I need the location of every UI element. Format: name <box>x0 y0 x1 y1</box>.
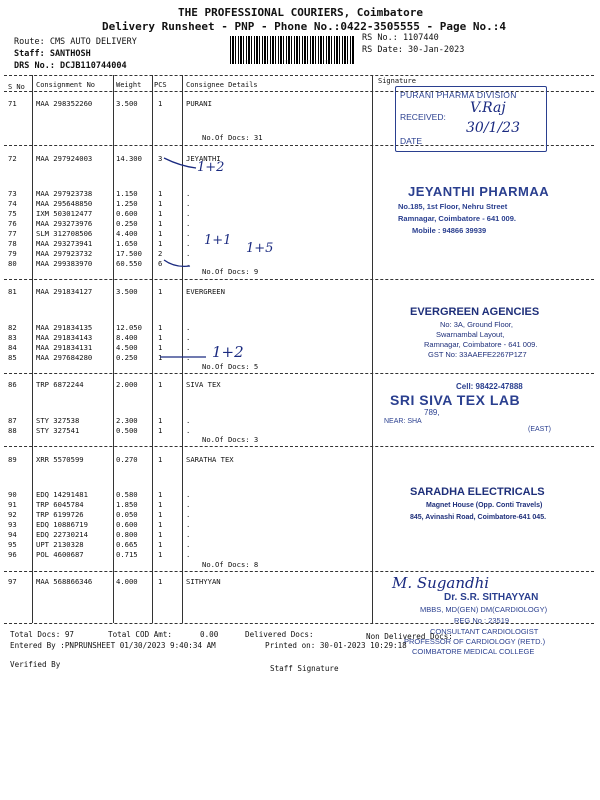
entered-by: Entered By :PNPRUNSHEET 01/30/2023 9:40:34 AM <box>10 641 216 650</box>
rs-date: RS Date: 30-Jan-2023 <box>362 45 465 55</box>
staff-label: Staff: SANTHOSH <box>14 49 91 59</box>
stamp-name: SARADHA ELECTRICALS <box>410 486 545 498</box>
header-rule-top <box>4 75 594 76</box>
group-divider <box>4 571 594 572</box>
docs-count: No.Of Docs: 31 <box>202 133 263 142</box>
total-cod-value: 0.00 <box>200 630 219 639</box>
non-delivered-docs: Non Delivered Docs: <box>366 632 453 641</box>
stamp-line: 845, Avinashi Road, Coimbatore-641 045. <box>410 514 547 521</box>
docs-count: No.Of Docs: 8 <box>202 560 259 569</box>
handwritten-strokes <box>150 350 210 364</box>
group-divider <box>4 446 594 447</box>
barcode <box>230 36 354 64</box>
handwritten-note: 1+2 <box>197 160 225 175</box>
handwritten-note: 1+2 <box>212 343 244 361</box>
staff-signature: Staff Signature <box>270 664 339 673</box>
col-weight: Weight <box>116 81 142 89</box>
col-pcs: PCS <box>154 81 167 89</box>
signature: M. Sugandhi <box>392 574 490 592</box>
stamp-name: Dr. S.R. SITHAYYAN <box>444 592 539 603</box>
stamp-date: DATE <box>400 136 423 146</box>
stamp-line: Magnet House (Opp. Conti Travels) <box>426 502 543 509</box>
stamp-line: No: 3A, Ground Floor, <box>440 320 513 329</box>
stamp-line: Ramnagar, Coimbatore - 641 009. <box>424 340 538 349</box>
stamp-received: RECEIVED: <box>400 112 446 122</box>
delivered-docs: Delivered Docs: <box>245 630 314 639</box>
stamp-name: EVERGREEN AGENCIES <box>410 306 540 318</box>
col-consignee: Consignee Details <box>186 81 258 89</box>
col-divider <box>113 75 114 623</box>
stamp-line: No.185, 1st Floor, Nehru Street <box>398 202 508 211</box>
handwritten-strokes <box>150 148 270 278</box>
col-divider <box>372 75 373 623</box>
stamp-line: NEAR: SHA <box>384 418 422 425</box>
stamp-line: Mobile : 94866 39939 <box>412 226 487 235</box>
stamp-line: CONSULTANT CARDIOLOGIST <box>430 627 539 636</box>
docs-count: No.Of Docs: 5 <box>202 362 259 371</box>
group-divider <box>4 373 594 374</box>
stamp-line: Cell: 98422-47888 <box>456 382 523 391</box>
stamp-line: Swarnambal Layout, <box>436 330 505 339</box>
stamp-line: REG No : 23519 <box>454 616 510 625</box>
total-cod-label: Total COD Amt: <box>108 630 173 639</box>
group-divider <box>4 279 594 280</box>
company-title: THE PROFESSIONAL COURIERS, Coimbatore <box>178 6 424 19</box>
stamp-line: Ramnagar, Coimbatore - 641 009. <box>398 214 516 223</box>
stamp-name: JEYANTHI PHARMAA <box>408 184 550 199</box>
stamp-line: 789, <box>424 408 440 417</box>
col-signature: Signature <box>378 77 416 85</box>
runsheet-subtitle: Delivery Runsheet - PNP - Phone No.:0422-3505555 - Page No.:4 <box>102 20 506 33</box>
printed-on: Printed on: 30-01-2023 10:29:18 <box>265 641 407 650</box>
total-docs: Total Docs: 97 <box>10 630 75 639</box>
handwritten-note: 1+1 <box>204 233 232 248</box>
docs-count: No.Of Docs: 3 <box>202 435 259 444</box>
col-consignment: Consignment No <box>36 81 96 89</box>
stamp-line: COIMBATORE MEDICAL COLLEGE <box>412 647 535 656</box>
drs-number: DRS No.: DCJB110744004 <box>14 61 127 71</box>
signature: V.Raj <box>470 100 506 116</box>
stamp-name: PURANI PHARMA DIVISION <box>400 90 517 100</box>
col-divider <box>32 75 33 623</box>
stamp-name: SRI SIVA TEX LAB <box>390 392 521 408</box>
verified-by: Verified By <box>10 660 61 669</box>
route-label: Route: CMS AUTO DELIVERY <box>14 37 137 47</box>
signature-date: 30/1/23 <box>466 120 520 136</box>
col-sno: S No <box>8 83 25 91</box>
stamp-line: (EAST) <box>528 426 551 433</box>
rs-number: RS No.: 1107440 <box>362 33 439 43</box>
stamp-line: PROFESSOR OF CARDIOLOGY (RETD.) <box>404 637 546 646</box>
docs-count: No.Of Docs: 9 <box>202 267 259 276</box>
stamp-line: GST No: 33AAEFE2267P1Z7 <box>428 350 527 359</box>
handwritten-note: 1+5 <box>246 241 274 256</box>
stamp-line: MBBS, MD(GEN) DM(CARDIOLOGY) <box>420 605 548 614</box>
